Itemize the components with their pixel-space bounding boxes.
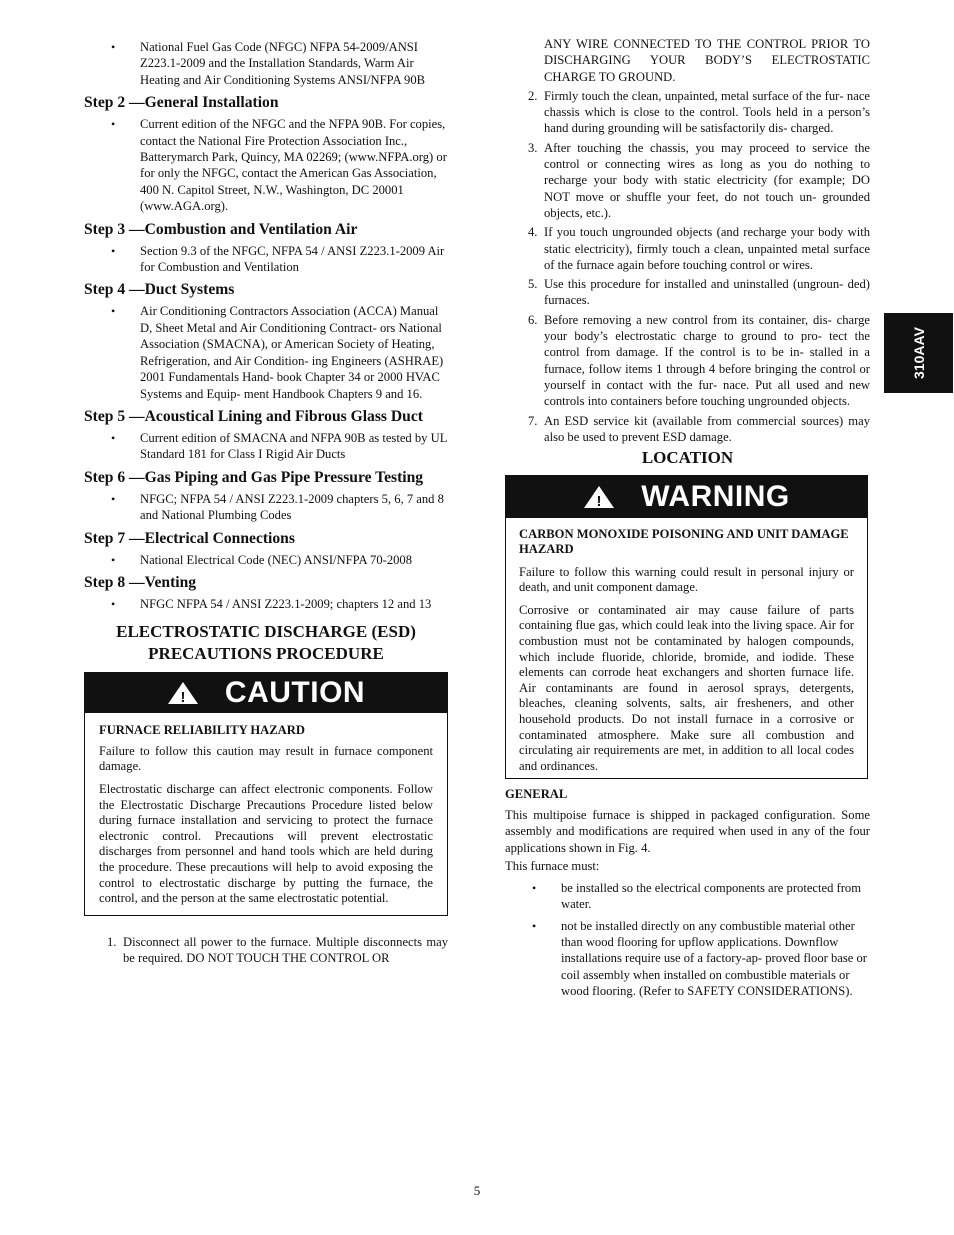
step-5-heading: Step 5 —Acoustical Lining and Fibrous Glass Duct [84, 407, 423, 425]
exclamation-icon: ! [596, 492, 602, 509]
furnace-must-text: This furnace must: [505, 859, 600, 874]
bullet-icon: • [532, 918, 537, 933]
esd-step-3: 3. After touching the chassis, you may proceed to service the control or connecting wires as long as you do nothing to recharge your body with static electricity (for example; DO NOT move or shuffle your feet, do not touch un‑ grounded objects, etc.). [528, 140, 870, 220]
warning-header [506, 476, 867, 518]
bullet-icon: • [111, 552, 116, 567]
bullet-item: • Section 9.3 of the NFGC, NFPA 54 / ANSI Z223.1‑2009 Air for Combustion and Ventilation [111, 243, 445, 275]
step-7-heading: Step 7 —Electrical Connections [84, 529, 295, 547]
left-column [84, 36, 448, 966]
warning-label: WARNING [641, 479, 790, 513]
alert-triangle-icon [583, 485, 615, 509]
bullet-icon: • [111, 304, 116, 319]
warning-box [505, 475, 868, 780]
exclamation-icon: ! [180, 689, 186, 706]
bullet-item: • NFGC; NFPA 54 / ANSI Z223.1‑2009 chapters 5, 6, 7 and 8 and National Plumbing Codes [111, 491, 444, 523]
esd-section-heading: ELECTROSTATIC DISCHARGE (ESD) PRECAUTIONS PROCEDURE [116, 622, 416, 663]
bullet-item: • Current edition of the NFGC and the NFPA 90B. For copies, contact the National Fire Protection Association Inc., Batterymarch Park, Quincy, MA 02269; (www.NFPA.org) or for only the NFGC, contact the American Gas Association, 400 N. Capitol Street, N.W., Washington, DC 20001 (www.AGA.org). [111, 117, 447, 214]
model-side-tab [884, 313, 953, 393]
bullet-icon: • [111, 596, 116, 611]
bullet-icon: • [111, 243, 116, 258]
bullet-item: • Current edition of SMACNA and NFPA 90B as tested by UL Standard 181 for Class I Rigid Air Ducts [111, 430, 447, 462]
general-heading: GENERAL [505, 787, 568, 802]
esd-step-7: 7. An ESD service kit (available from commercial sources) may also be used to prevent ESD damage. [528, 413, 870, 444]
alert-triangle-icon [167, 681, 199, 705]
bullet-icon: • [111, 491, 116, 506]
caution-hazard-title: FURNACE RELIABILITY HAZARD [99, 723, 305, 738]
location-heading: LOCATION [641, 448, 734, 468]
page-number: 5 [473, 1183, 481, 1198]
esd-step-6: 6. Before removing a new control from its container, dis‑ charge your body’s electrostatic charge to ground to pro‑ tect the control from damage. If the control is to be in‑ stalled in a furnace, follow items 1 through 4 before bringing the control or yourself in contact with the fur‑ nace. Put all used and new controls into containers before touching ungrounded objects. [528, 312, 870, 409]
esd-step-1: 1. Disconnect all power to the furnace. Multiple disconnects may be required. DO NOT TOUCH THE CONTROL OR [107, 934, 448, 966]
esd-step-4: 4. If you touch ungrounded objects (and recharge your body with static electricity), firmly touch a clean, unpainted metal surface of the furnace again before touching control or wires. [528, 225, 870, 272]
caution-label: CAUTION [224, 676, 366, 710]
bullet-icon: • [111, 40, 116, 54]
warning-body [506, 518, 867, 779]
bullet-icon: • [111, 117, 116, 132]
esd-step-2: 2. Firmly touch the clean, unpainted, metal surface of the fur‑ nace chassis which is close to the control. Tools held in a person’s hand during grounding will be satisfactorily dis‑ charged. [528, 88, 870, 136]
esd-step-5: 5. Use this procedure for installed and uninstalled (ungroun‑ ded) furnaces. [528, 277, 870, 308]
bullet-item: • National Fuel Gas Code (NFGC) NFPA 54‑2009/ANSI Z223.1‑2009 and the Installation Standards, Warm Air Heating and Air Conditioning Systems ANSI/NFPA 90B [111, 40, 426, 87]
step-6-heading: Step 6 —Gas Piping and Gas Pipe Pressure Testing [84, 468, 424, 486]
caution-box [84, 672, 448, 915]
bullet-item: • National Electrical Code (NEC) ANSI/NFPA 70‑2008 [111, 552, 413, 567]
bullet-item: • Air Conditioning Contractors Association (ACCA) Manual D, Sheet Metal and Air Conditioning Contract‑ ors National Association (SMACNA), or American Society of Heating, Refrigeration, and Air Condition‑ ing Engineers (ASHRAE) 2001 Fundamentals Hand‑ book Chapter 34 or 2000 HVAC Systems and Equip‑ ment Handbook Chapters 9 and 16. [111, 304, 444, 401]
caution-header [85, 673, 447, 713]
bullet-item: • not be installed directly on any combustible material other than wood flooring for upflow applications. Downflow installations require use of a factory‑ap‑ proved floor base or coil assembly when installed on combustible materials or wood flooring. (Refer to SAFETY CONSIDERATIONS). [532, 918, 867, 999]
general-paragraph: This multipoise furnace is shipped in packaged configuration. Some assembly and modifications are required when used in any of the four applications shown in Fig. 4. [505, 807, 870, 855]
caution-paragraph: Failure to follow this caution may result in furnace component damage. [99, 743, 433, 774]
step-3-heading: Step 3 —Combustion and Ventilation Air [84, 220, 358, 238]
caution-paragraph: Electrostatic discharge can affect electronic components. Follow the Electrostatic Discharge Precautions Procedure listed below during furnace installation and servicing to protect the furnace electronic control. Precautions will prevent electrostatic discharges from personnel and hand tools which are held during the procedure. These precautions will help to avoid exposing the control to electrostatic discharge by putting the furnace, the control, and the person at the same electrostatic potential. [99, 782, 433, 906]
step-2-heading: Step 2 —General Installation [84, 94, 279, 112]
bullet-icon: • [532, 880, 537, 895]
model-label: 310AAV [910, 327, 927, 379]
warning-paragraph: Failure to follow this warning could result in personal injury or death, and unit component damage. [519, 564, 854, 595]
step-4-heading: Step 4 —Duct Systems [84, 281, 235, 299]
step-8-heading: Step 8 —Venting [84, 573, 197, 591]
bullet-item: • NFGC NFPA 54 / ANSI Z223.1‑2009; chapters 12 and 13 [111, 596, 432, 611]
caution-body [85, 713, 447, 914]
bullet-item: • be installed so the electrical components are protected from water. [532, 880, 862, 912]
right-column [505, 36, 870, 1000]
warning-paragraph: Corrosive or contaminated air may cause failure of parts containing flue gas, which could leak into the living space. Air for combustion must not be contaminated by halogen compounds, which include fluoride, chloride, bromide, and iodide. These elements can corrode heat exchangers and shorten furnace life. Air contaminants are found in aerosol sprays, detergents, bleaches, cleaning solvents, salts, air fresheners, and other household products. Do not install furnace in a corrosive or contaminated atmosphere. Make sure all combustion and circulating air requirements are met, in addition to all local codes and ordinances. [519, 602, 854, 773]
warning-hazard-title: CARBON MONOXIDE POISONING AND UNIT DAMAGE HAZARD [519, 526, 849, 557]
bullet-icon: • [111, 430, 116, 445]
esd-step-1-continued: ANY WIRE CONNECTED TO THE CONTROL PRIOR TO DISCHARGING YOUR BODY’S ELECTROSTATIC CHARGE TO GROUND. [544, 37, 870, 84]
